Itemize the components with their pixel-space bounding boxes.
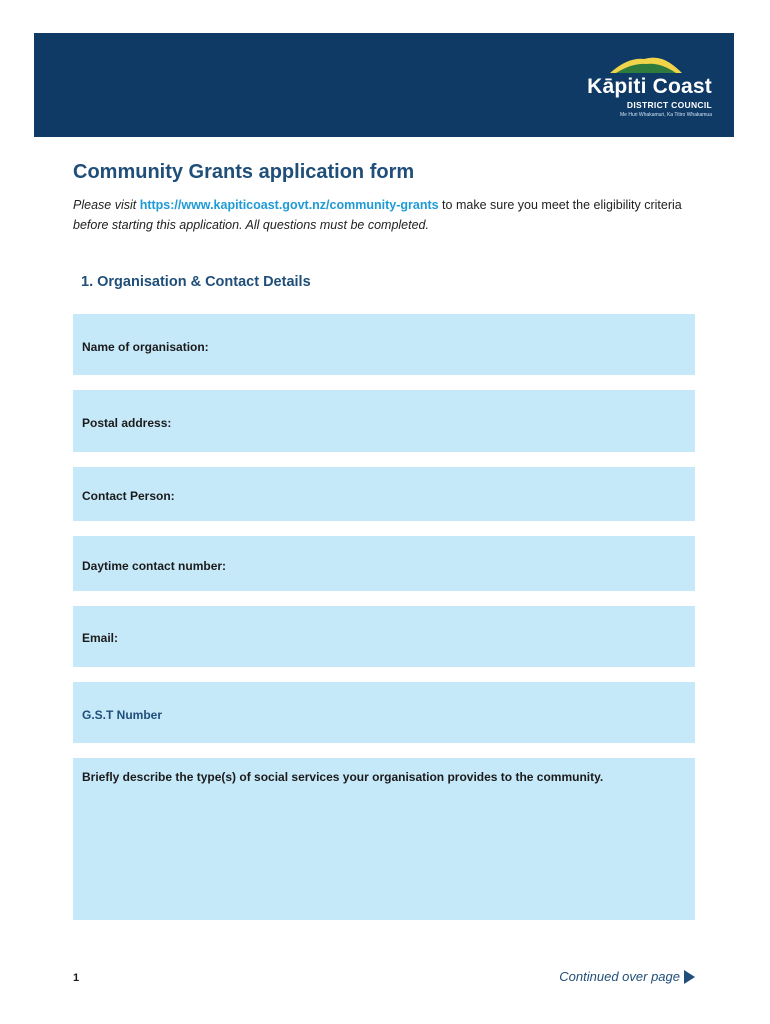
intro-italic: before starting this application. All questions must be completed. bbox=[73, 218, 429, 232]
field-label: Email: bbox=[82, 631, 119, 645]
postal-address-field[interactable] bbox=[73, 390, 695, 452]
gst-number-field[interactable] bbox=[73, 682, 695, 743]
contact-person-field[interactable] bbox=[73, 467, 695, 521]
intro-mid: to make sure you meet the eligibility criteria bbox=[438, 198, 682, 212]
organisation-name-field[interactable] bbox=[73, 314, 695, 375]
field-label: Contact Person: bbox=[82, 489, 175, 503]
logo-title: Kāpiti Coast bbox=[587, 75, 712, 98]
arrow-right-icon bbox=[684, 970, 695, 984]
intro-text bbox=[73, 195, 693, 235]
services-description-field[interactable] bbox=[73, 758, 695, 920]
continued-over-page bbox=[559, 969, 695, 984]
section-heading: 1. Organisation & Contact Details bbox=[81, 274, 311, 290]
grants-link[interactable]: https://www.kapiticoast.govt.nz/community-grants bbox=[139, 198, 439, 212]
field-label: Briefly describe the type(s) of social services your organisation provides to the community. bbox=[82, 770, 604, 784]
field-label: Postal address: bbox=[82, 416, 172, 430]
council-logo bbox=[582, 53, 712, 123]
daytime-number-field[interactable] bbox=[73, 536, 695, 591]
logo-tagline: Me Huri Whakamuri, Ka Titiro Whakamua bbox=[620, 112, 712, 118]
field-label: G.S.T Number bbox=[82, 708, 163, 722]
field-label: Name of organisation: bbox=[82, 340, 209, 354]
field-label: Daytime contact number: bbox=[82, 559, 227, 573]
page-number: 1 bbox=[73, 972, 80, 984]
header-banner bbox=[34, 33, 734, 137]
intro-prefix: Please visit bbox=[73, 198, 140, 212]
mountain-icon bbox=[610, 53, 682, 75]
logo-subtitle: DISTRICT COUNCIL bbox=[626, 100, 712, 110]
email-field[interactable] bbox=[73, 606, 695, 667]
continued-label: Continued over page bbox=[559, 969, 680, 984]
form-title: Community Grants application form bbox=[73, 161, 415, 183]
